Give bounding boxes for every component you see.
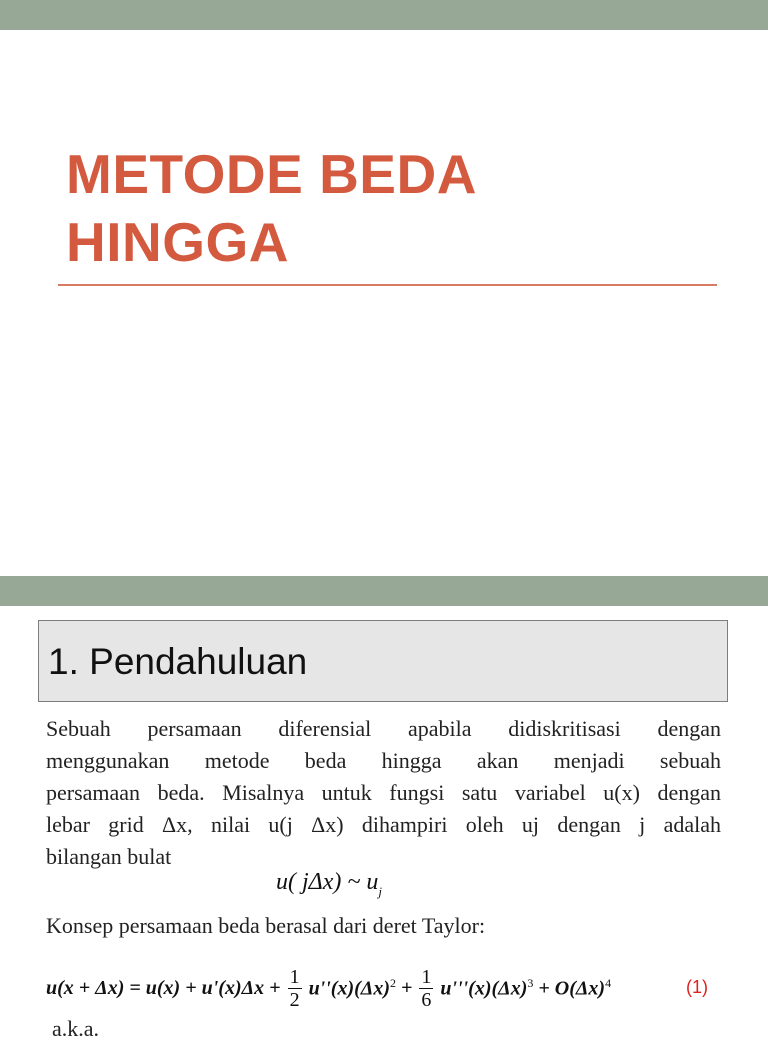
equation-number: (1) xyxy=(686,977,708,997)
paragraph-line-5: bilangan bulat xyxy=(46,844,172,869)
eq-plus: + xyxy=(400,977,413,999)
top-accent-bar xyxy=(0,0,768,30)
eq-term4 xyxy=(538,976,611,1001)
slide-separator-bar xyxy=(0,576,768,606)
taylor-equation xyxy=(46,966,666,1016)
approx-subscript: j xyxy=(378,884,382,899)
eq-lhs: u(x + Δx) = u(x) + u'(x)Δx + xyxy=(46,977,281,999)
eq-term2-exp: 2 xyxy=(389,976,396,991)
eq-term2-body: u''(x)(Δx) xyxy=(308,977,390,1000)
section-heading: 1. Pendahuluan xyxy=(48,641,308,682)
cut-off-text: a.k.a. xyxy=(52,1016,100,1041)
approximation-formula xyxy=(276,869,382,900)
frac2-denominator: 6 xyxy=(421,989,432,1011)
eq-term4-body: + O(Δx) xyxy=(538,977,606,1000)
eq-term3 xyxy=(440,976,533,1001)
section-heading-box xyxy=(38,620,728,702)
title-line-1: METODE BEDA xyxy=(66,143,477,205)
title-divider xyxy=(58,284,717,286)
taylor-intro-text: Konsep persamaan beda berasal dari deret Taylor: xyxy=(46,913,486,938)
eq-fraction-half xyxy=(288,966,302,1011)
intro-paragraph xyxy=(46,713,721,873)
frac1-denominator: 2 xyxy=(289,989,300,1011)
eq-term3-exp: 3 xyxy=(527,976,534,991)
eq-term3-body: u'''(x)(Δx) xyxy=(440,977,528,1000)
paragraph-line-1: Sebuah persamaan diferensial apabila didiskritisasi dengan xyxy=(46,716,721,741)
paragraph-line-3: persamaan beda. Misalnya untuk fungsi satu variabel u(x) dengan xyxy=(46,780,721,805)
eq-term4-exp: 4 xyxy=(605,976,612,991)
eq-term2 xyxy=(309,976,396,1001)
eq-fraction-sixth xyxy=(419,966,433,1011)
frac2-numerator: 1 xyxy=(421,966,432,988)
paragraph-line-2: menggunakan metode beda hingga akan menjadi sebuah xyxy=(46,748,721,773)
slide-title xyxy=(66,140,706,276)
paragraph-line-4: lebar grid Δx, nilai u(j Δx) dihampiri oleh uj dengan j adalah xyxy=(46,812,721,837)
frac1-numerator: 1 xyxy=(289,966,300,988)
approx-expression: u( jΔx) ~ u xyxy=(276,869,379,895)
title-line-2: HINGGA xyxy=(66,211,289,273)
